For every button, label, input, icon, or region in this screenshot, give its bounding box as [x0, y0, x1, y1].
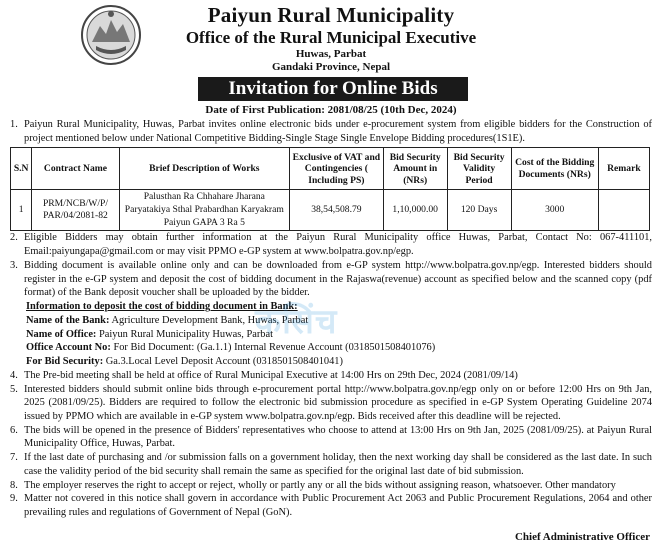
- cell-bid-security: 1,10,000.00: [383, 190, 447, 231]
- office-name-line: [26, 328, 652, 342]
- deposit-heading: Information to deposit the cost of bidding document in Bank:: [26, 301, 298, 313]
- clause-text: The bids will be opened in the presence of Bidders' representatives who choose to attend at 13:00 Hrs on 9th Jan, 2025 (2081/09/25). at Paiyun Rural Municipality Office, Huwas, Parbat.: [24, 424, 652, 450]
- clause-number: 3.: [10, 259, 18, 271]
- col-contract-name: Contract Name: [32, 148, 119, 190]
- bid-table: [10, 147, 650, 231]
- deposit-info: [10, 300, 652, 369]
- watermark-text: कसिंच: [255, 302, 338, 342]
- table-header-row: [11, 148, 650, 190]
- cell-sn: 1: [11, 190, 32, 231]
- cell-doc-cost: 3000: [511, 190, 598, 231]
- clause-2: [10, 231, 652, 258]
- clause-6: [10, 424, 652, 451]
- col-validity: Bid Security Validity Period: [447, 148, 511, 190]
- clause-number: 6.: [10, 424, 18, 436]
- office-label: Name of Office:: [26, 328, 97, 340]
- cell-validity: 120 Days: [447, 190, 511, 231]
- clause-number: 8.: [10, 479, 18, 491]
- account-label: Office Account No:: [26, 342, 111, 354]
- account-value: For Bid Document: (Ga.1.1) Internal Revenue Account (0318501508401076): [110, 342, 436, 354]
- clause-number: 7.: [10, 452, 18, 464]
- clause-number: 9.: [10, 493, 18, 505]
- col-vat: Exclusive of VAT and Contingencies ( Including PS): [290, 148, 384, 190]
- cell-vat: 38,54,508.79: [290, 190, 384, 231]
- clause-text: Paiyun Rural Municipality, Huwas, Parbat invites online electronic bids under e-procurement system from eligible bidders for the Construction of project mentioned below under National Competitive Bidding-Single Stage Single Envelope Bidding procedures(1S1E).: [24, 119, 652, 144]
- clause-7: [10, 451, 652, 478]
- clause-text: Interested bidders should submit online bids through e-procurement portal http://www.bolpatra.gov.np/egp only on or before 12:00 Hrs on 9th Jan, 2025 (2081/09/25). Bidders are required to follow the electronic bid submission procedure as specified in e-GP System Operating Guideline 2074 issued by PPMO which are available in e-GP system www.bolpatra.gov.np/egp. Bids received after this deadline will be rejected.: [24, 383, 652, 422]
- table-row: [11, 190, 650, 231]
- signatory-title: Chief Administrative Officer: [514, 531, 650, 543]
- notice-header: [0, 0, 662, 100]
- clause-1: [10, 118, 652, 145]
- bank-value: Agriculture Development Bank, Huwas, Parbat: [109, 314, 309, 326]
- clause-4: [10, 369, 652, 383]
- security-account-line: [26, 355, 652, 369]
- address-line-1: Huwas, Parbat: [295, 48, 367, 60]
- notice-title: Invitation for Online Bids: [198, 77, 468, 101]
- clause-5: [10, 383, 652, 424]
- bank-name-line: [26, 314, 652, 328]
- clause-3: [10, 259, 652, 300]
- clause-number: 4.: [10, 369, 18, 381]
- clause-text: The Pre-bid meeting shall be held at office of Rural Municipal Executive at 14:00 Hrs on 29th Dec, 2024 (2081/09/14): [24, 369, 518, 381]
- clause-number: 5.: [10, 383, 18, 395]
- clause-text: Bidding document is available online only and can be downloaded from e-GP system http://www.bolpatra.gov.np/egp. Interested bidders should register in the e-GP system and deposit the cost of bidding document in the Rajaswa(revenue) account as specified below and the scanned copy (pdf format) of the Bank deposit voucher shall be uploaded by the bidder.: [24, 259, 652, 299]
- clause-number: 1.: [10, 119, 18, 130]
- clause-number: 2.: [10, 232, 18, 244]
- publication-date: Date of First Publication: 2081/08/25 (10th Dec, 2024): [205, 104, 457, 116]
- clause-9: [10, 492, 652, 519]
- col-bid-security: Bid Security Amount in (NRs): [383, 148, 447, 190]
- address-line-2: Gandaki Province, Nepal: [271, 61, 391, 73]
- bank-label: Name of the Bank:: [26, 314, 110, 326]
- clause-text: The employer reserves the right to accept or reject, wholly or partly any or all the bids without assigning reason, whatsoever. Other mandatory: [24, 479, 616, 491]
- cell-remark: [598, 190, 649, 231]
- cell-description: Palusthan Ra Chhahare Jharana Paryatakiya Sthal Prabardhan Karyakram Paiyun GAPA 3 Ra 5: [119, 190, 289, 231]
- office-name: Office of the Rural Municipal Executive: [185, 28, 477, 47]
- col-description: Brief Description of Works: [119, 148, 289, 190]
- col-doc-cost: Cost of the Bidding Documents (NRs): [511, 148, 598, 190]
- col-remark: Remark: [598, 148, 649, 190]
- cell-contract-name: PRM/NCB/W/P/ PAR/04/2081-82: [32, 190, 119, 231]
- office-value: Paiyun Rural Municipality Huwas, Parbat: [96, 328, 274, 340]
- clause-8: [10, 479, 652, 493]
- clause-text: If the last date of purchasing and /or submission falls on a government holiday, then the next working day shall be considered as the last date. In such case the validity period of the bid security shall remain the same as specified for the original last date of bid submission.: [24, 452, 652, 477]
- notice-body: [10, 118, 652, 520]
- security-label: For Bid Security:: [26, 356, 104, 368]
- security-value: Ga.3.Local Level Deposit Account (0318501508401041): [103, 356, 343, 368]
- col-sn: S.N: [11, 148, 32, 190]
- clause-text: Matter not covered in this notice shall govern in accordance with Public Procurement Act 2063 and Public Procurement Regulations, 2064 and other prevailing rules and regulations of Government of Nepal (GoN).: [24, 493, 652, 519]
- account-line: [26, 341, 652, 355]
- municipality-name: Paiyun Rural Municipality: [207, 3, 455, 27]
- clause-text: Eligible Bidders may obtain further information at the Paiyun Rural Municipality office Huwas, Parbat, Contact No: 067-411101, Email:paiyungapa@gmail.com or may visit PPMO e-GP system at www.bolpatra.gov.np/egp.: [24, 232, 652, 258]
